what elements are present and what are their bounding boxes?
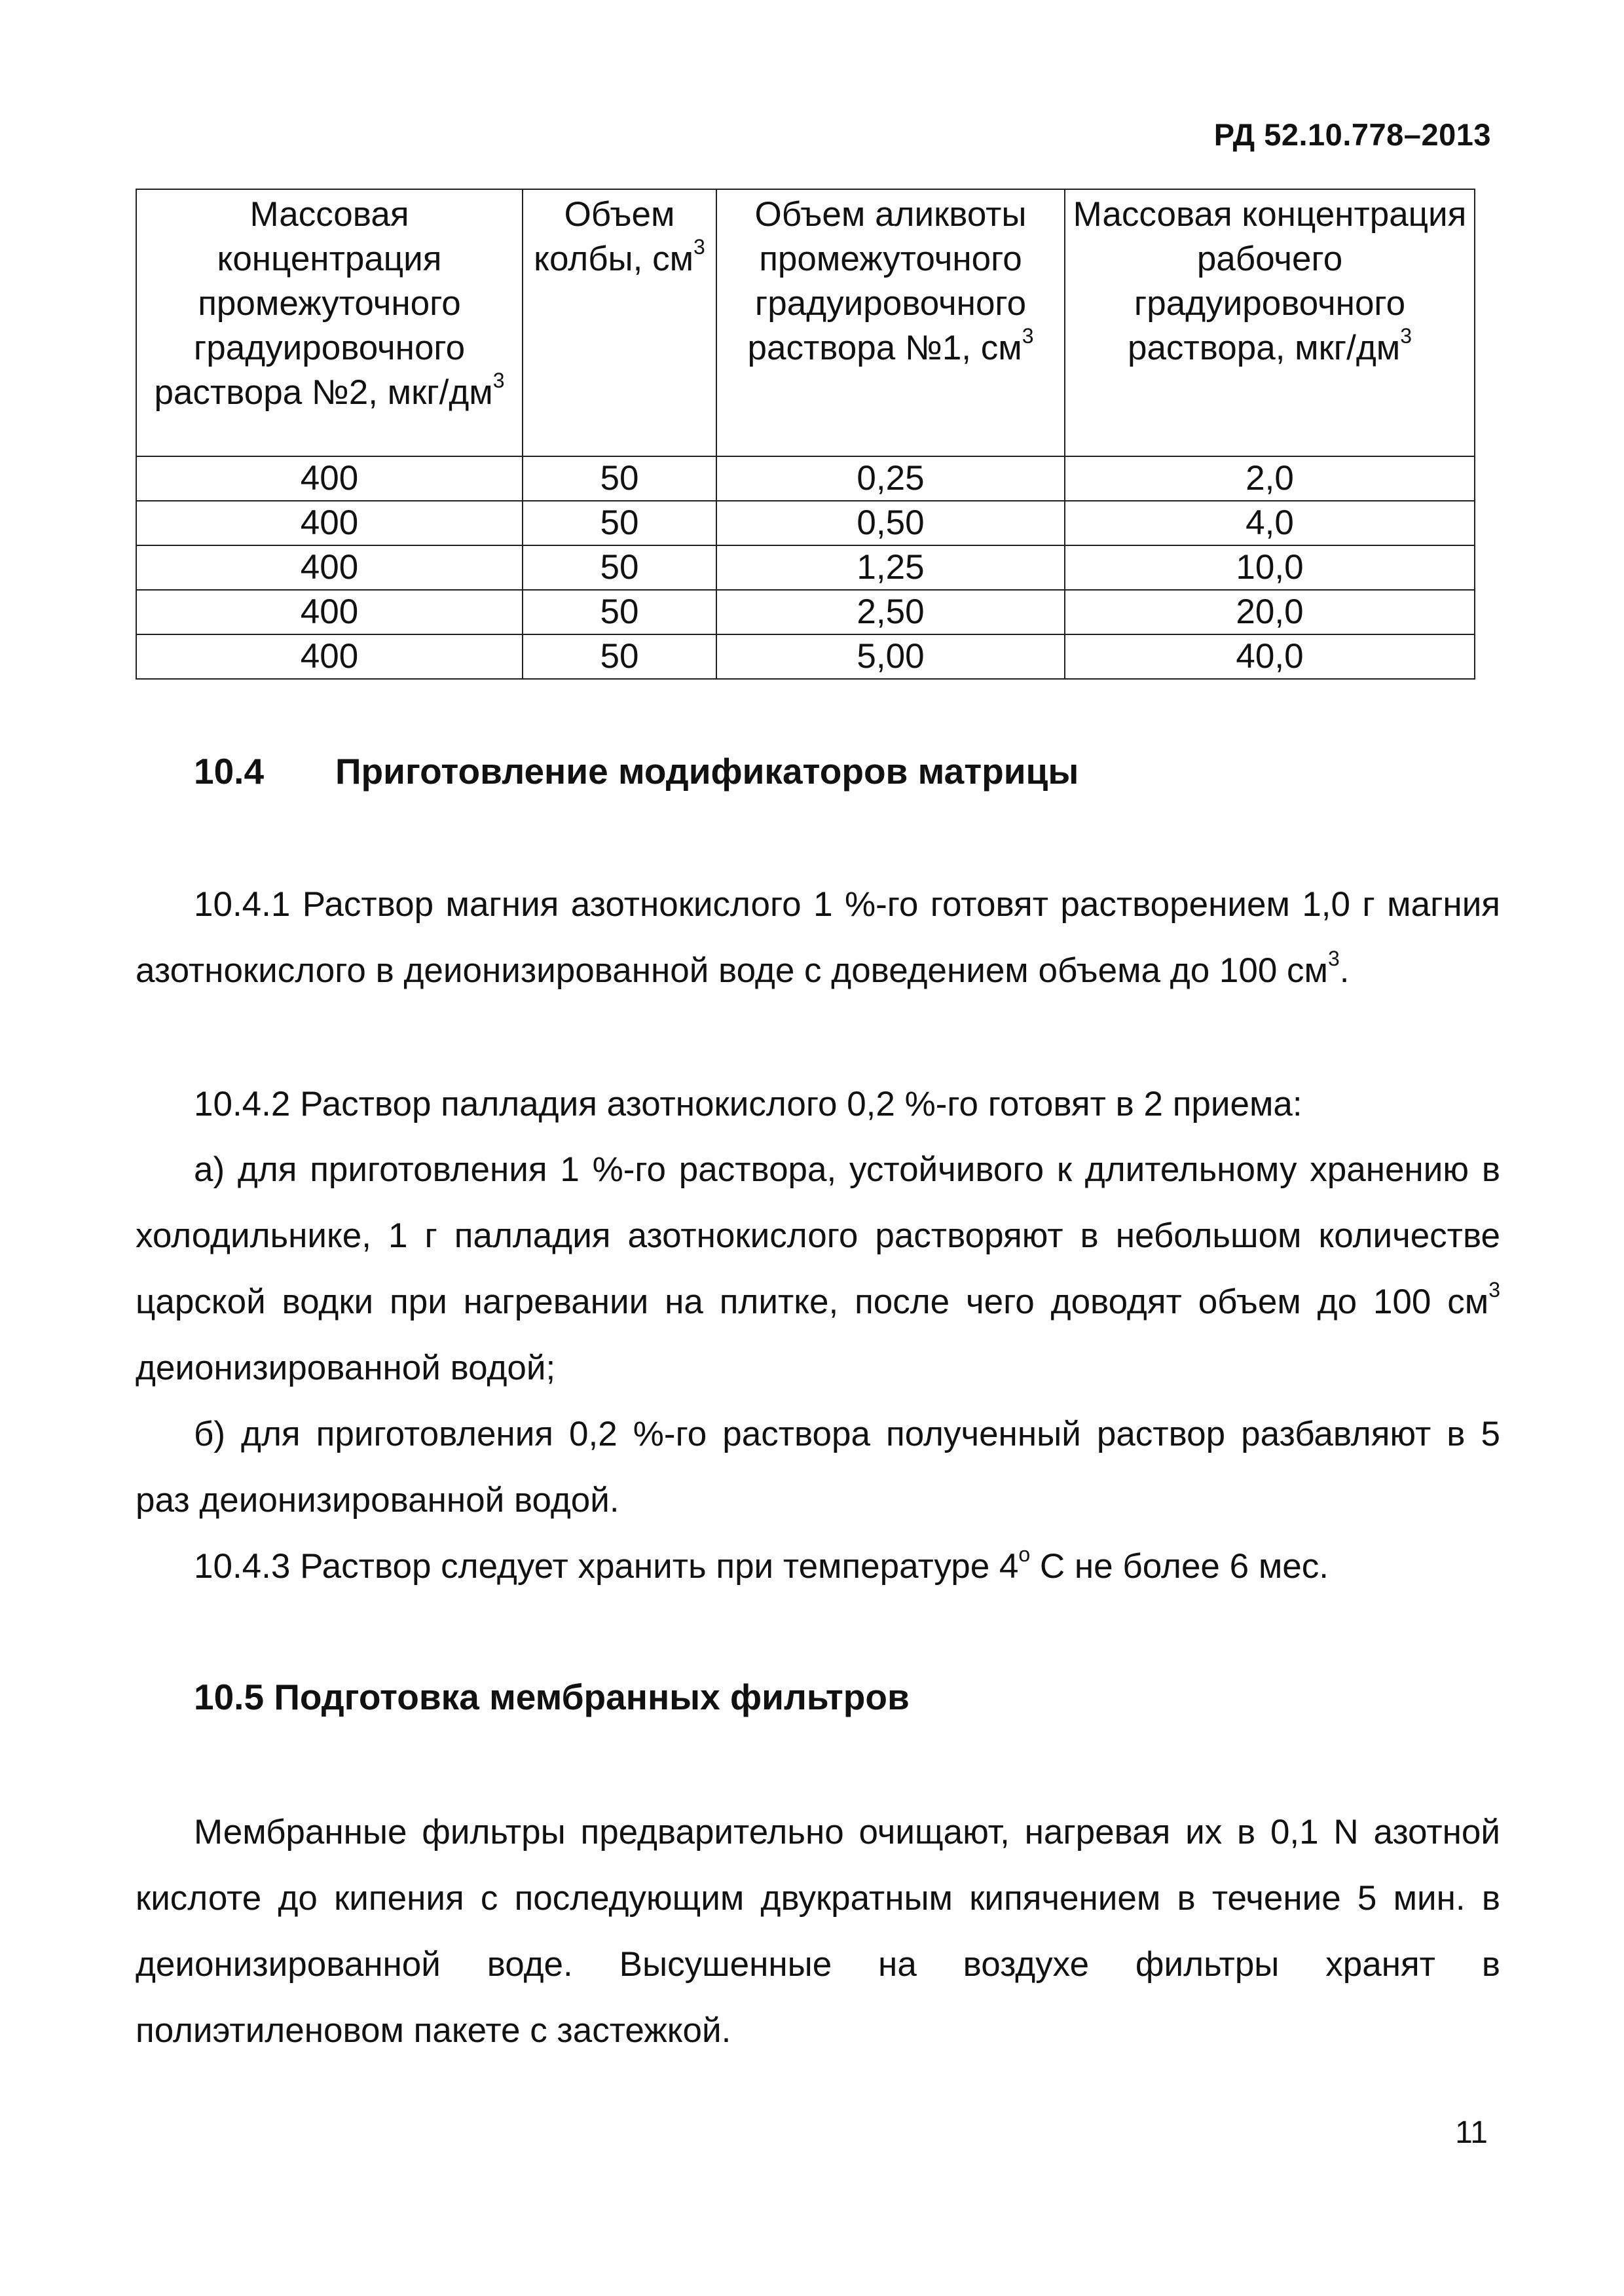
table-cell: 20,0	[1065, 590, 1475, 634]
table-cell: 0,25	[716, 456, 1065, 501]
table-cell: 10,0	[1065, 545, 1475, 590]
column-header-text: Массовая концентрация рабочего градуировочного раствора, мкг/дм	[1073, 195, 1467, 367]
table-cell: 5,00	[716, 634, 1065, 679]
paragraph-10-5	[136, 1799, 1500, 2064]
paragraph-item-b	[136, 1401, 1500, 1533]
table-row	[136, 545, 1475, 590]
page-number: 11	[1455, 2115, 1488, 2150]
column-header-working-concentration	[1065, 189, 1475, 456]
table-cell: 400	[136, 634, 523, 679]
column-header-stock-concentration	[136, 189, 523, 456]
superscript: 3	[1400, 324, 1412, 348]
table-row	[136, 634, 1475, 679]
section-number: 10.4	[194, 751, 265, 792]
table-cell: 0,50	[716, 501, 1065, 545]
paragraph-text-tail: С не более 6 мес.	[1030, 1547, 1329, 1586]
table-row	[136, 456, 1475, 501]
table-row	[136, 590, 1475, 634]
section-title: Приготовление модификаторов матрицы	[335, 751, 1079, 792]
paragraph-item-a	[136, 1137, 1500, 1401]
paragraph-text: 10.4.1 Раствор магния азотнокислого 1 %-го готовят растворением 1,0 г магния азотнокислого в деионизированной воде с доведением объема до 100 см	[136, 885, 1500, 990]
table-cell: 50	[523, 590, 716, 634]
superscript: o	[1018, 1542, 1031, 1567]
table-cell: 1,25	[716, 545, 1065, 590]
superscript: 3	[693, 235, 705, 259]
paragraph-10-4-3	[136, 1533, 1500, 1599]
paragraph-text: б) для приготовления 0,2 %-го раствора полученный раствор разбавляют в 5 раз деионизированной водой.	[136, 1415, 1500, 1520]
table-cell: 2,0	[1065, 456, 1475, 501]
table-cell: 4,0	[1065, 501, 1475, 545]
table-cell: 50	[523, 634, 716, 679]
table-row	[136, 501, 1475, 545]
table-cell: 400	[136, 456, 523, 501]
paragraph-text: 10.4.3 Раствор следует хранить при температуре 4	[194, 1547, 1019, 1586]
paragraph-text: а) для приготовления 1 %-го раствора, устойчивого к длительному хранению в холодильнике, 1 г палладия азотнокислого растворяют в небольшом количестве царской водки при нагревании на плитке, после чего доводят объем до 100 см	[136, 1150, 1500, 1321]
table-cell: 50	[523, 456, 716, 501]
table-cell: 40,0	[1065, 634, 1475, 679]
paragraph-text: 10.4.2 Раствор палладия азотнокислого 0,2 %-го готовят в 2 приема:	[194, 1085, 1302, 1123]
calibration-table	[136, 189, 1475, 680]
paragraph-text: Мембранные фильтры предварительно очищают, нагревая их в 0,1 N азотной кислоте до кипения с последующим двукратным кипячением в течение 5 мин. в деионизированной воде. Высушенные на воздухе фильтры хранят в полиэтиленовом пакете с застежкой.	[136, 1813, 1500, 2050]
superscript: 3	[492, 369, 505, 393]
column-header-text: Объем колбы, см	[534, 195, 694, 278]
paragraph-10-4-1	[136, 871, 1500, 1004]
table-header-row	[136, 189, 1475, 456]
column-header-flask-volume	[523, 189, 716, 456]
superscript: 3	[1488, 1278, 1500, 1302]
superscript: 3	[1328, 947, 1340, 971]
document-code: РД 52.10.778–2013	[1213, 117, 1491, 152]
table-cell: 2,50	[716, 590, 1065, 634]
paragraph-10-4-2	[136, 1071, 1500, 1137]
paragraph-text-tail: деионизированной водой;	[136, 1349, 556, 1387]
superscript: 3	[1022, 324, 1034, 348]
section-heading-10-4	[194, 750, 1079, 792]
paragraph-text-tail: .	[1339, 951, 1350, 990]
table-cell: 400	[136, 590, 523, 634]
table-cell: 50	[523, 545, 716, 590]
column-header-text: Объем аликвоты промежуточного градуировочного раствора №1, см	[747, 195, 1027, 367]
column-header-text: Массовая концентрация промежуточного градуировочного раствора №2, мкг/дм	[154, 195, 493, 412]
table-cell: 400	[136, 545, 523, 590]
table-cell: 400	[136, 501, 523, 545]
table-cell: 50	[523, 501, 716, 545]
section-heading-10-5: 10.5 Подготовка мембранных фильтров	[194, 1677, 910, 1717]
column-header-aliquot-volume	[716, 189, 1065, 456]
